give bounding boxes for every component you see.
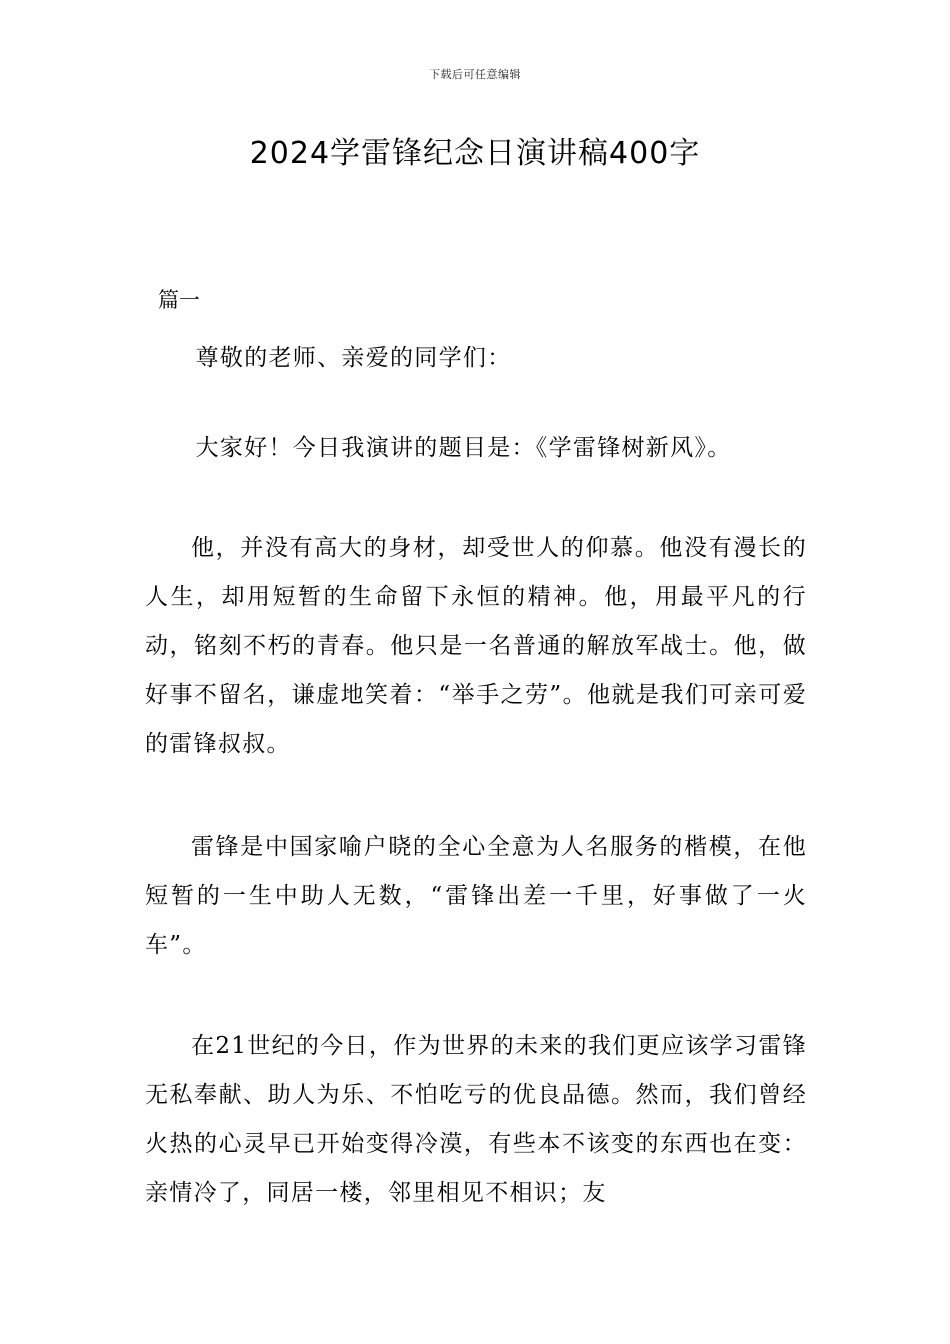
body-paragraph: 他，并没有高大的身材，却受世人的仰慕。他没有漫长的人生，却用短暂的生命留下永恒的精神。他，用最平凡的行动，铭刻不朽的青春。他只是一名普通的解放军战士。他，做好事不留名，谦虚地笑着：“举手之劳”。他就是我们可亲可爱的雷锋叔叔。 (145, 535, 807, 757)
greeting-paragraph: 尊敬的老师、亲爱的同学们： (195, 345, 512, 371)
intro-paragraph: 大家好！今日我演讲的题目是：《学雷锋树新风》。 (195, 435, 732, 461)
body-paragraph: 雷锋是中国家喻户晓的全心全意为人名服务的楷模，在他短暂的一生中助人无数，“雷锋出差一千里，好事做了一火车”。 (145, 834, 807, 958)
body-paragraph: 在21世纪的今日，作为世界的未来的我们更应该学习雷锋无私奉献、助人为乐、不怕吃亏的优良品德。然而，我们曾经火热的心灵早已开始变得冷漠，有些本不该变的东西也在变：亲情冷了，同居一楼，邻里相见不相识；友 (145, 1033, 807, 1206)
section-label: 篇一 (158, 288, 200, 312)
document-title: 2024学雷锋纪念日演讲稿400字 (249, 136, 701, 171)
header-note: 下载后可任意编辑 (429, 68, 521, 81)
